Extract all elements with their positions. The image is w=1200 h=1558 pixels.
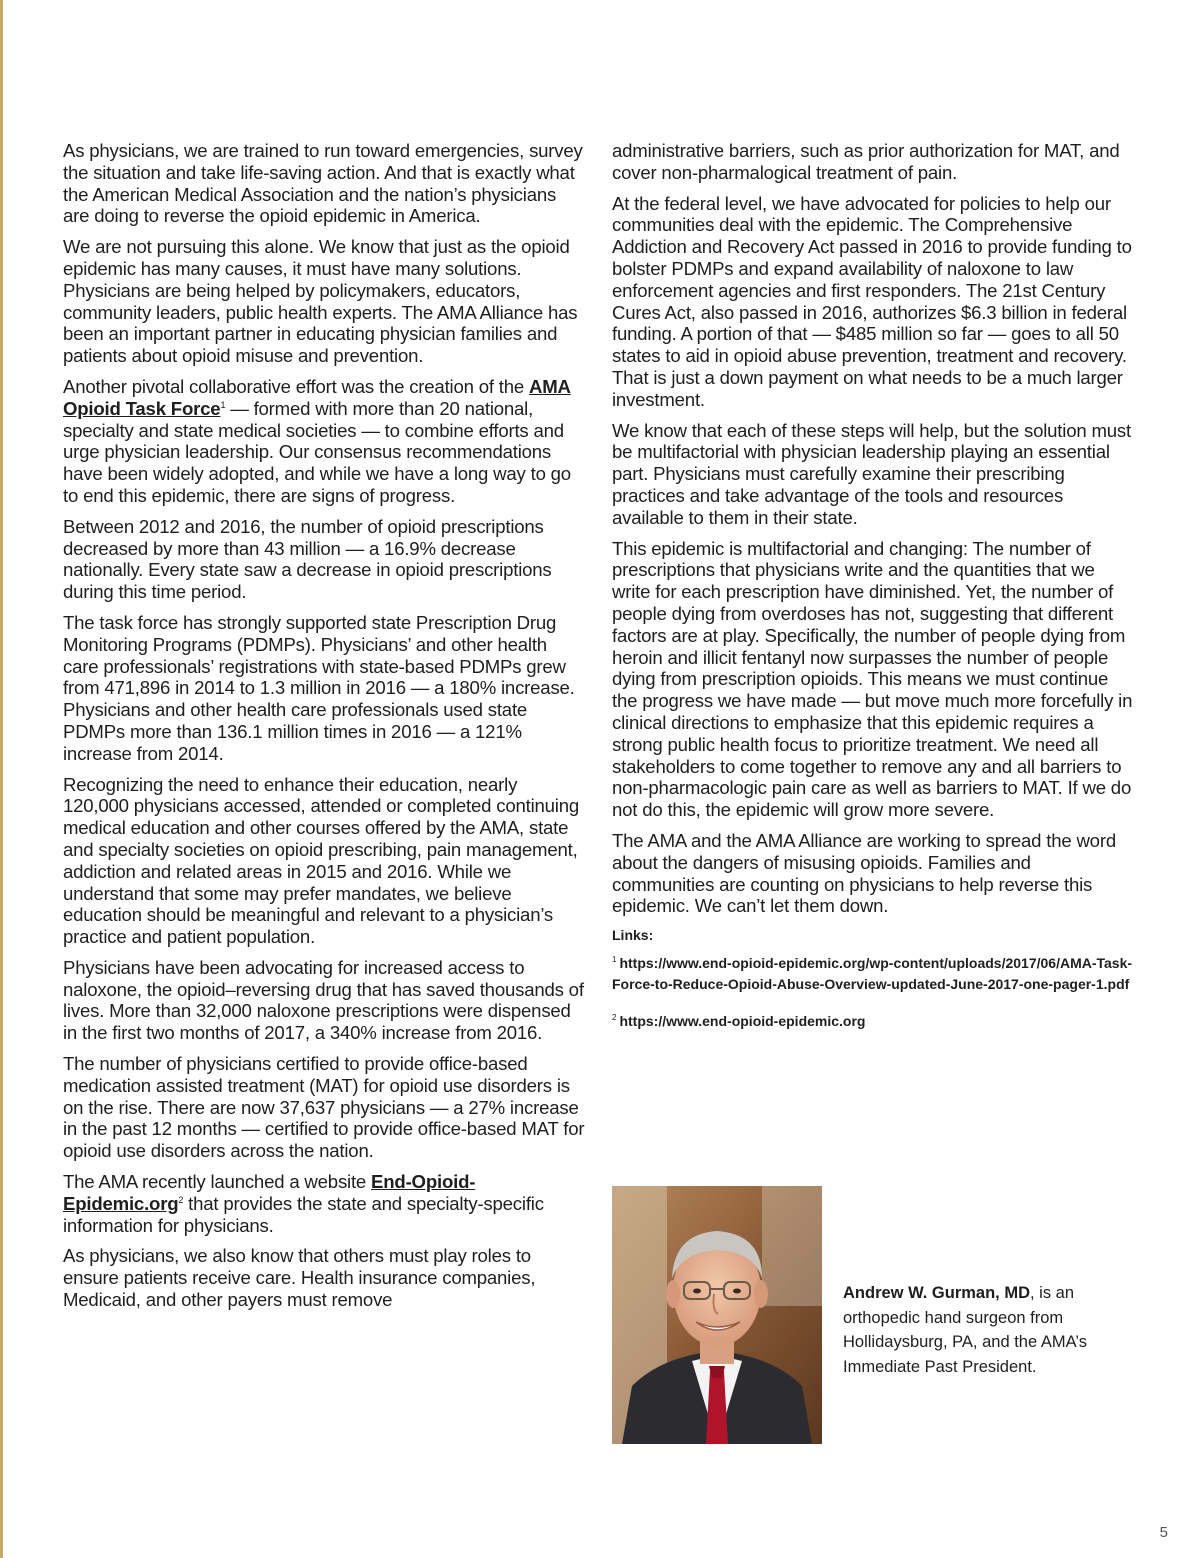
paragraph-text: — formed with more than 20 national, specialty and state medical societies — to combine efforts and urge physician leadership. Our consensus recommendations have been widely adopted, and while we have a long way to go to end this epidemic, there are signs of progress. [63,397,571,506]
paragraph: This epidemic is multifactorial and changing: The number of prescriptions that physicians write and the quantities that we write for each prescription have diminished. Yet, the number of people dying from overdoses has not, suggesting that different factors are at play. Specifically, the number of people dying from heroin and illicit fentanyl now surpasses the number of people dying from prescription opioids. This means we must continue the progress we have made — but move much more forcefully in clinical directions to emphasize that this epidemic requires a strong public health focus to prioritize treatment. We need all stakeholders to come together to remove any and all barriers to non-pharmacologic pain care as well as barriers to MAT. If we do not do this, the epidemic will grow more severe. [612,537,1133,821]
paragraph: At the federal level, we have advocated for policies to help our communities deal with the epidemic. The Comprehensive Addiction and Recovery Act passed in 2016 to provide funding to bolster PDMPs and expand availability of naloxone to law enforcement agencies and first responders. The 21st Century Cures Act, also passed in 2016, authorizes $6.3 billion in federal funding. A portion of that — $485 million so far — goes to all 50 states to aid in opioid abuse prevention, treatment and recovery. That is just a down payment on what needs to be a much larger investment. [612,192,1132,410]
paragraph: We are not pursuing this alone. We know that just as the opioid epidemic has many causes, it must have many solutions. Physicians are being helped by policymakers, educators, community leaders, public health experts. The AMA Alliance has been an important partner in educating physician families and patients about opioid misuse and prevention. [63,236,578,367]
right-column [612,140,1137,1048]
author-description: , is an orthopedic hand surgeon from Hollidaysburg, PA, and the AMA’s Immediate Past President. [843,1284,1087,1376]
paragraph-text: that provides the state and specialty-specific information for physicians. [63,1192,544,1236]
footnote-link[interactable] [612,1011,1137,1032]
paragraph [63,376,585,507]
task-force-link[interactable]: AMA Opioid Task Force [63,375,571,419]
page-edge-accent [0,0,3,1558]
paragraph: The number of physicians certified to provide office-based medication assisted treatment (MAT) for opioid use disorders is on the rise. There are now 37,637 physicians — a 27% increase in the past 12 months — certified to provide office-based MAT for opioid use disorders across the nation. [63,1053,585,1162]
paragraph: As physicians, we are trained to run toward emergencies, survey the situation and take life-saving action. And that is exactly what the American Medical Association and the nation’s physicians are doing to reverse the opioid epidemic in America. [63,140,583,227]
paragraph-text: The AMA recently launched a website [63,1171,372,1193]
footnote-ref: 2 [178,1194,184,1205]
paragraph: administrative barriers, such as prior authorization for MAT, and cover non-pharmalogical treatment of pain. [612,140,1120,183]
page-number: 5 [1159,1524,1168,1541]
links-heading: Links: [612,927,654,944]
website-link[interactable]: End-Opioid-Epidemic.org [63,1171,476,1214]
paragraph: We know that each of these steps will help, but the solution must be multifactorial with physician leadership playing an essential part. Physicians must carefully examine their prescribing practices and take advantage of the tools and resources available to them in their state. [612,419,1131,528]
paragraph: As physicians, we also know that others must play roles to ensure patients receive care. Health insurance companies, Medicaid, and other payers must remove [63,1245,536,1311]
footnote-ref: 1 [220,399,226,410]
paragraph [63,1171,585,1236]
author-name: Andrew W. Gurman, MD [843,1284,1031,1302]
paragraph: Recognizing the need to enhance their education, nearly 120,000 physicians accessed, attended or completed continuing medical education and other courses offered by the AMA, state and specialty societies on opioid prescribing, pain management, addiction and related areas in 2015 and 2016. While we understand that some may prefer mandates, we believe education should be meaningful and relevant to a physician’s practice and patient population. [63,773,580,948]
author-bio [843,1281,1093,1379]
footnote-link[interactable] [612,953,1137,995]
author-portrait [612,1186,822,1444]
left-column [63,140,585,1320]
paragraph: The task force has strongly supported state Prescription Drug Monitoring Programs (PDMPs). Physicians’ and other health care professionals’ registrations with state-based PDMPs grew from 471,896 in 2014 to 1.3 million in 2016 — a 180% increase. Physicians and other health care professionals used state PDMPs more than 136.1 million times in 2016 — a 121% increase from 2014. [63,611,575,764]
portrait-illustration [612,1186,822,1444]
footnote-number: 2 [612,1013,617,1023]
footnote-url[interactable]: https://www.end-opioid-epidemic.org/wp-content/uploads/2017/06/AMA-Task-Force-to-Reduce-Opioid-Abuse-Overview-updated-June-2017-one-pager-1.pdf [612,955,1133,993]
footnote-number: 1 [612,955,617,965]
footnote-url[interactable]: https://www.end-opioid-epidemic.org [619,1013,866,1030]
paragraph-text: Another pivotal collaborative effort was the creation of the [63,375,530,397]
paragraph: The AMA and the AMA Alliance are working to spread the word about the dangers of misusing opioids. Families and communities are counting on physicians to help reverse this epidemic. We can’t let them down. [612,829,1116,917]
paragraph: Physicians have been advocating for increased access to naloxone, the opioid–reversing drug that has saved thousands of lives. More than 32,000 naloxone prescriptions were dispensed in the first two months of 2017, a 340% increase from 2016. [63,956,584,1044]
paragraph: Between 2012 and 2016, the number of opioid prescriptions decreased by more than 43 million — a 16.9% decrease nationally. Every state saw a decrease in opioid prescriptions during this time period. [63,515,552,603]
